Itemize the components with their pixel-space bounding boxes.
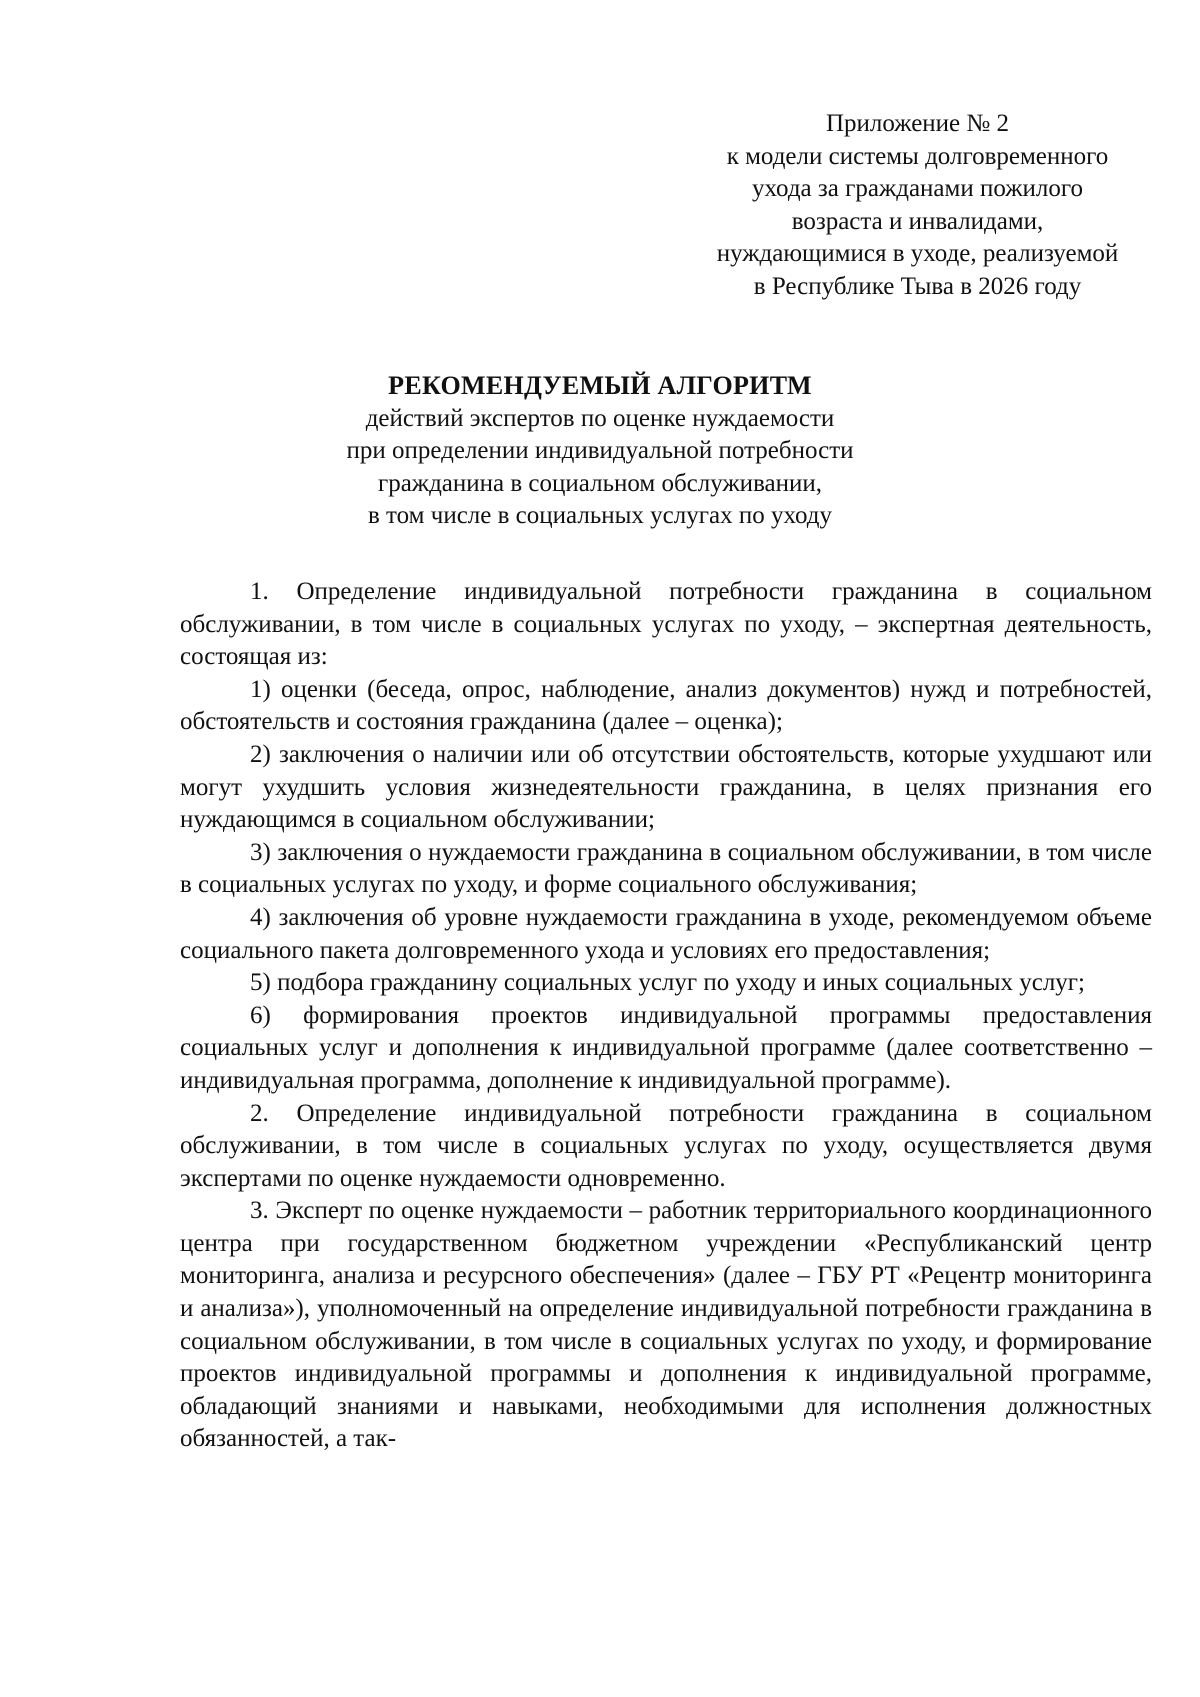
document-subtitle-line: в том числе в социальных услугах по уходу: [368, 502, 832, 529]
list-item-6: 6) формирования проектов индивидуальной программы предоставления социальных услуг и дополнения к индивидуальной программе (далее соответственно – индивидуальная программа, дополнение к индивидуальной программе).: [180, 1001, 1152, 1094]
document-title: РЕКОМЕНДУЕМЫЙ АЛГОРИТМ: [388, 371, 812, 400]
appendix-header: [690, 108, 1145, 303]
paragraph-2: 2. Определение индивидуальной потребности гражданина в социальном обслуживании, в том числе в социальных услугах по уходу, осуществляется двумя экспертами по оценке нуждаемости одновременно.: [180, 1099, 1152, 1192]
list-item-2: 2) заключения о наличии или об отсутствии обстоятельств, которые ухудшают или могут ухудшить условия жизнедеятельности гражданина, в целях признания его нуждающимся в социальном обслуживании;: [180, 740, 1152, 834]
document-subtitle-line: гражданина в социальном обслуживании,: [377, 469, 823, 497]
document-subtitle-line: действий экспертов по оценке нуждаемости: [365, 404, 835, 432]
appendix-line: в Республике Тыва в 2026 году: [753, 272, 1082, 300]
appendix-line: возраста и инвалидами,: [791, 207, 1044, 235]
list-item-3: 3) заключения о нуждаемости гражданина в социальном обслуживании, в том числе в социальных услугах по уходу, и форме социального обслуживания;: [180, 838, 1152, 899]
paragraph-1: 1. Определение индивидуальной потребности гражданина в социальном обслуживании, в том числе в социальных услугах по уходу, – экспертная деятельность, состоящая из:: [180, 578, 1152, 671]
list-item-5: 5) подбора гражданину социальных услуг по уходу и иных социальных услуг;: [250, 969, 1085, 997]
document-heading: [0, 370, 1200, 533]
appendix-line: ухода за гражданами пожилого: [752, 175, 1083, 202]
document-body: [180, 576, 1152, 1456]
document-subtitle-line: при определении индивидуальной потребности: [346, 437, 854, 464]
appendix-line: нуждающимися в уходе, реализуемой: [716, 240, 1119, 267]
list-item-1: 1) оценки (беседа, опрос, наблюдение, анализ документов) нужд и потребностей, обстоятельств и состояния гражданина (далее – оценка);: [180, 675, 1152, 736]
appendix-line: к модели системы долговременного: [726, 142, 1109, 170]
paragraph-3: 3. Эксперт по оценке нуждаемости – работник территориального координационного центра при государственном бюджетном учреждении «Республиканский центр мониторинга, анализа и ресурсного обеспечения» (далее – ГБУ РТ «Рецентр мониторинга и анализа»), уполномоченный на определение индивидуальной потребности гражданина в социальном обслуживании, в том числе в социальных услугах по уходу, и формирование проектов индивидуальной программы и дополнения к индивидуальной программе, обладающий знаниями и навыками, необходимыми для исполнения должностных обязанностей, а так-: [180, 1197, 1152, 1453]
list-item-4: 4) заключения об уровне нуждаемости гражданина в уходе, рекомендуемом объеме социального пакета долговременного ухода и условиях его предоставления;: [180, 903, 1152, 964]
appendix-line: Приложение № 2: [825, 110, 1010, 137]
